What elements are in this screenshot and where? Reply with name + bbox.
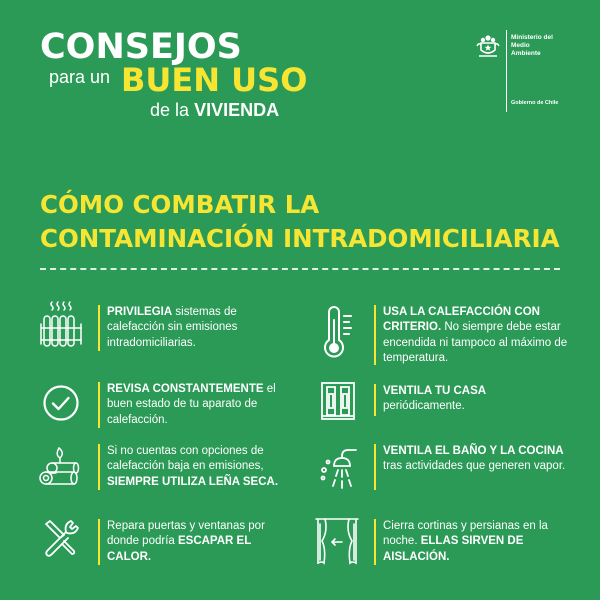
tip-repara: Repara puertas y ventanas por donde podría ESCAPAR EL CALOR. [107, 519, 287, 565]
tip-revisa: REVISA CONSTANTEMENTE el buen estado de tu aparato de calefacción. [107, 382, 287, 428]
headline [40, 188, 560, 256]
tip-ventila-casa: VENTILA TU CASA periódicamente. [383, 384, 568, 415]
headline-line-2: CONTAMINACIÓN INTRADOMICILIARIA [40, 224, 560, 253]
check-circle-icon [42, 384, 80, 422]
shower-icon [318, 446, 360, 490]
tip-lena-seca: Si no cuentas con opciones de calefacción baja en emisiones, SIEMPRE UTILIZA LEÑA SECA. [107, 444, 292, 490]
accent-rule [98, 305, 100, 351]
title-vivienda: VIVIENDA [194, 100, 280, 120]
tip-calefaccion-criterio: USA LA CALEFACCIÓN CON CRITERIO. No siempre debe estar encendida ni tampoco al máximo de temperatura. [383, 305, 568, 366]
accent-rule [374, 384, 376, 416]
title-buen-uso: BUEN USO [121, 61, 308, 99]
window-icon [320, 381, 356, 421]
firewood-icon [36, 446, 86, 488]
accent-rule [374, 305, 376, 365]
radiator-icon [38, 300, 84, 350]
title-consejos: CONSEJOS [40, 27, 242, 67]
dashed-divider [40, 268, 560, 270]
title-para-un: para un [49, 67, 111, 87]
accent-rule [98, 382, 100, 428]
tip-ventila-bano: VENTILA EL BAÑO Y LA COCINA tras actividades que generen vapor. [383, 444, 568, 475]
thermometer-icon [320, 306, 356, 360]
accent-rule [98, 444, 100, 490]
ministry-logo [470, 30, 570, 112]
tip-privilegia: PRIVILEGIA sistemas de calefacción sin emisiones intradomiciliarias. [107, 305, 287, 351]
title-de-la-vivienda [150, 101, 279, 119]
accent-rule [374, 444, 376, 490]
tools-icon [40, 516, 82, 558]
curtains-icon [314, 516, 360, 566]
ministry-name: Ministerio del Medio Ambiente [511, 34, 553, 57]
accent-rule [374, 519, 376, 565]
accent-rule [98, 519, 100, 565]
ministry-divider [506, 30, 507, 112]
title-de-la: de la [150, 100, 190, 120]
gobierno-de-chile: Gobierno de Chile [511, 100, 559, 106]
headline-line-1: CÓMO COMBATIR LA [40, 190, 320, 219]
chile-coat-of-arms-icon [474, 32, 502, 60]
tip-cortinas: Cierra cortinas y persianas en la noche. ELLAS SIRVEN DE AISLACIÓN. [383, 519, 568, 565]
